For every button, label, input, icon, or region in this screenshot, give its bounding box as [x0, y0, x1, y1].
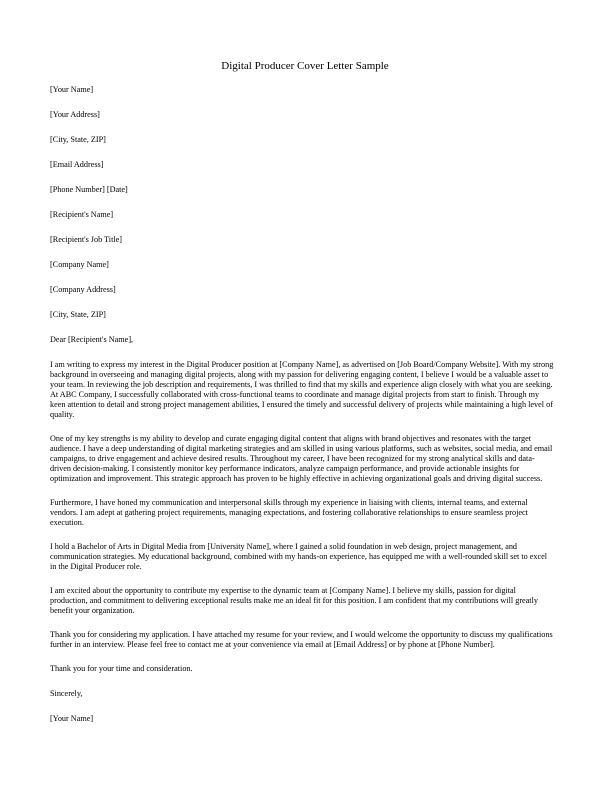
paragraph-excitement: I am excited about the opportunity to contribute my expertise to the dynamic team at [Company Name]. I believe my skills, passion for digital production, and commitment to delivering exceptional results make me an ideal fit for this position. I am confident that my contributions will greatly benefit your organization.	[50, 586, 538, 615]
paragraph-communication: Furthermore, I have honed my communication and interpersonal skills through my experience in liaising with clients, internal teams, and external vendors. I am adept at gathering project requirements, managing expectations, and fostering collaborative relationships to ensure seamless project execution.	[50, 498, 528, 527]
recipient-job-title: [Recipient's Job Title]	[50, 235, 122, 244]
paragraph-education: I hold a Bachelor of Arts in Digital Media from [University Name], where I gained a solid foundation in web design, project management, and communication strategies. My educational background, combined with my hands-on experience, has equipped me with a well-rounded skill set to excel in the Digital Producer role.	[50, 542, 548, 571]
company-name: [Company Name]	[50, 260, 109, 269]
recipient-name: [Recipient's Name]	[50, 210, 114, 219]
paragraph-thanks-application: Thank you for considering my application. I have attached my resume for your review, and I would welcome the opportunity to discuss my qualifications further in an interview. Please feel free to contact me at your convenience via email at [Email Address] or by phone at [Phone Number].	[50, 630, 553, 649]
sender-address: [Your Address]	[50, 110, 100, 119]
letter-body	[50, 85, 555, 739]
signature-name: [Your Name]	[50, 714, 94, 723]
closing: Sincerely,	[50, 689, 83, 698]
company-city-state-zip: [City, State, ZIP]	[50, 310, 106, 319]
paragraph-intro: I am writing to express my interest in the Digital Producer position at [Company Name], as advertised on [Job Board/Company Website]. With my strong background in overseeing and managing digital projects, along with my passion for delivering engaging content, I believe I would be a valuable asset to your team. In reviewing the job description and requirements, I was thrilled to find that my skills and experience align closely with what you are seeking. At ABC Company, I successfully collaborated with cross-functional teams to coordinate and manage digital projects from start to finish. Through my keen attention to detail and strong project management abilities, I ensured the timely and successful delivery of projects while maintaining a high level of quality.	[50, 360, 554, 419]
sender-phone-date: [Phone Number] [Date]	[50, 185, 128, 194]
paragraph-thanks-time: Thank you for your time and consideration.	[50, 664, 193, 673]
paragraph-strengths: One of my key strengths is my ability to develop and curate engaging digital content that aligns with brand objectives and resonates with the target audience. I have a deep understanding of digital marketing strategies and am skilled in using various platforms, such as websites, social media, and email campaigns, to drive engagement and achieve desired results. Throughout my career, I have been recognized for my strong analytical skills and data-driven decision-making. I consistently monitor key performance indicators, analyze campaign performance, and provide actionable insights for optimization and improvement. This strategic approach has proven to be highly effective in achieving organizational goals and driving digital success.	[50, 434, 553, 483]
salutation: Dear [Recipient's Name],	[50, 335, 134, 344]
document-title: Digital Producer Cover Letter Sample	[221, 60, 389, 72]
sender-city-state-zip: [City, State, ZIP]	[50, 135, 106, 144]
sender-email: [Email Address]	[50, 160, 104, 169]
company-address: [Company Address]	[50, 285, 116, 294]
sender-name: [Your Name]	[50, 85, 94, 94]
